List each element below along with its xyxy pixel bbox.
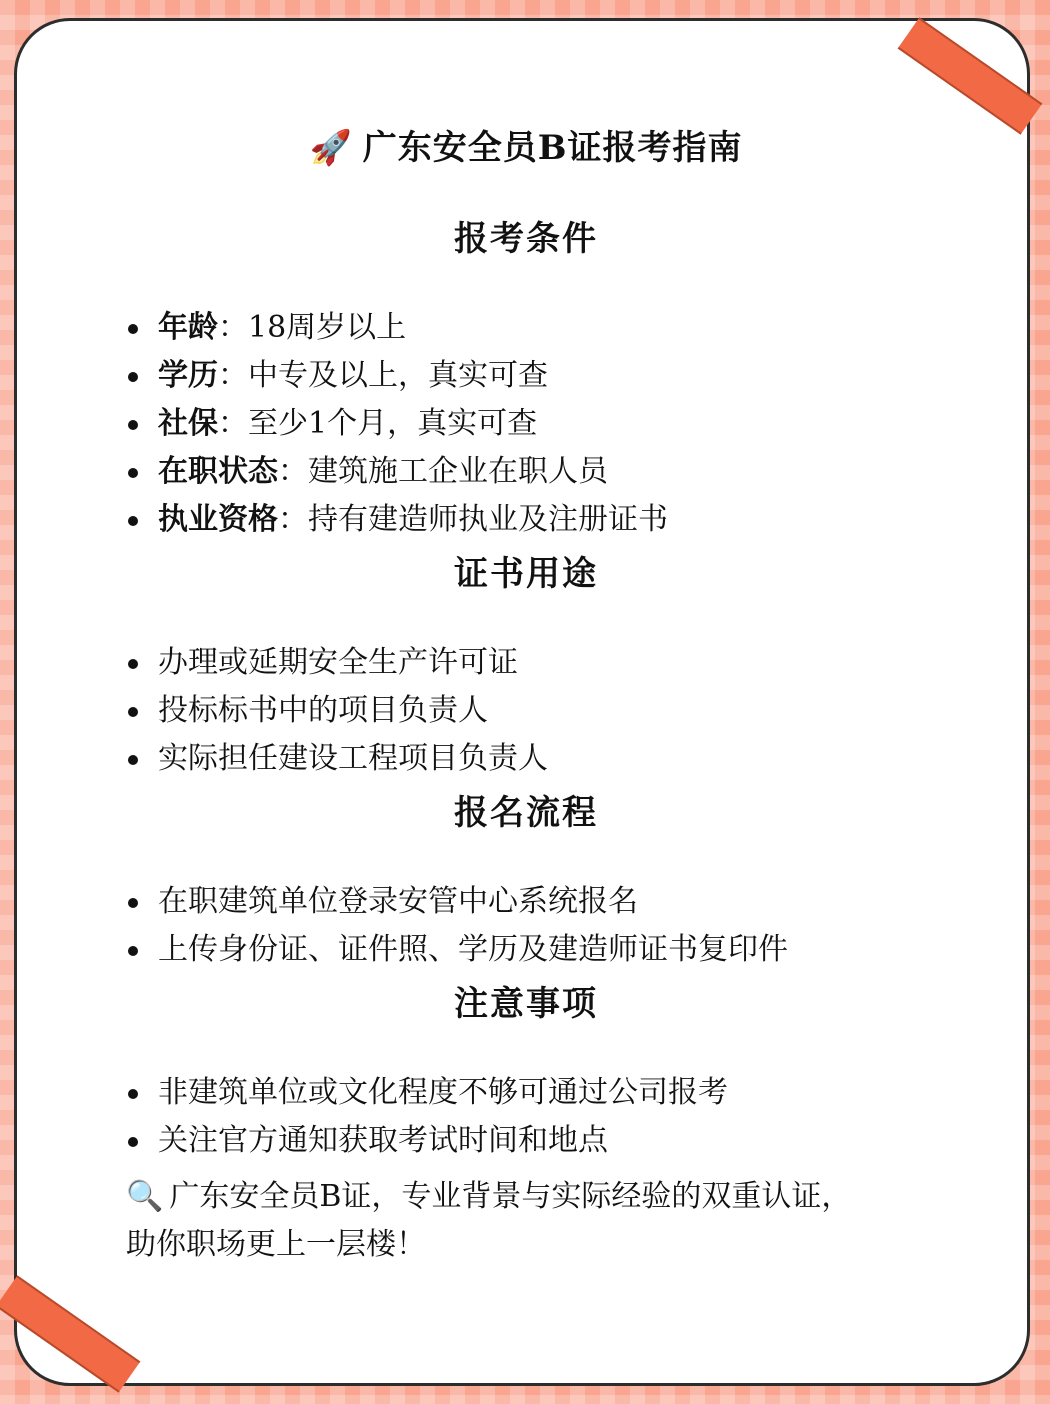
item-text: 办理或延期安全生产许可证 (158, 645, 518, 680)
bullet-dot (128, 516, 138, 526)
section-heading-requirements: 报考条件 (454, 219, 598, 259)
item-label: 年龄 (158, 310, 218, 345)
list-item (126, 1117, 926, 1165)
list-item (126, 496, 926, 544)
item-label: 社保 (158, 406, 218, 441)
uses-list (126, 639, 926, 783)
item-label: 执业资格 (158, 502, 278, 537)
list-item (126, 1069, 926, 1117)
page-title-text: 广东安全员B证报考指南 (362, 128, 743, 168)
bullet-dot (128, 1089, 138, 1099)
bullet-dot (128, 420, 138, 430)
page-title (126, 120, 926, 169)
list-item (126, 304, 926, 352)
list-item (126, 352, 926, 400)
list-item (126, 639, 926, 687)
item-text: ：至少1个月，真实可查 (218, 406, 538, 441)
section-heading-process: 报名流程 (454, 793, 598, 833)
bullet-dot (128, 372, 138, 382)
item-text: 在职建筑单位登录安管中心系统报名 (158, 884, 638, 919)
list-item (126, 448, 926, 496)
guide-content (126, 120, 926, 1269)
decorative-tape-top-right (898, 17, 1043, 134)
bullet-dot (128, 324, 138, 334)
magnifier-icon: 🔍 (126, 1179, 164, 1214)
requirements-list (126, 304, 926, 544)
item-text: ：持有建造师执业及注册证书 (278, 502, 668, 537)
item-text: 实际担任建设工程项目负责人 (158, 741, 548, 776)
section-heading-uses: 证书用途 (454, 554, 598, 594)
bullet-dot (128, 755, 138, 765)
bullet-dot (128, 707, 138, 717)
footer-line-1: 广东安全员B证，专业背景与实际经验的双重认证， (169, 1179, 852, 1214)
process-list (126, 878, 926, 974)
item-text: 投标标书中的项目负责人 (158, 693, 488, 728)
bullet-dot (128, 946, 138, 956)
item-label: 学历 (158, 358, 218, 393)
item-text: 关注官方通知获取考试时间和地点 (158, 1123, 608, 1158)
decorative-tape-bottom-left (0, 1275, 140, 1392)
footer-note (126, 1173, 926, 1269)
item-text: ：建筑施工企业在职人员 (278, 454, 608, 489)
bullet-dot (128, 659, 138, 669)
list-item (126, 735, 926, 783)
item-text: ：18周岁以上 (218, 310, 407, 345)
item-text: 上传身份证、证件照、学历及建造师证书复印件 (158, 932, 788, 967)
item-text: ：中专及以上，真实可查 (218, 358, 548, 393)
list-item (126, 687, 926, 735)
item-text: 非建筑单位或文化程度不够可通过公司报考 (158, 1075, 728, 1110)
bullet-dot (128, 1137, 138, 1147)
footer-line-2: 助你职场更上一层楼！ (126, 1227, 426, 1262)
item-label: 在职状态 (158, 454, 278, 489)
rocket-icon: 🚀 (309, 128, 353, 168)
list-item (126, 400, 926, 448)
bullet-dot (128, 468, 138, 478)
list-item (126, 926, 926, 974)
section-heading-notes: 注意事项 (454, 984, 598, 1024)
notes-list (126, 1069, 926, 1165)
bullet-dot (128, 898, 138, 908)
list-item (126, 878, 926, 926)
